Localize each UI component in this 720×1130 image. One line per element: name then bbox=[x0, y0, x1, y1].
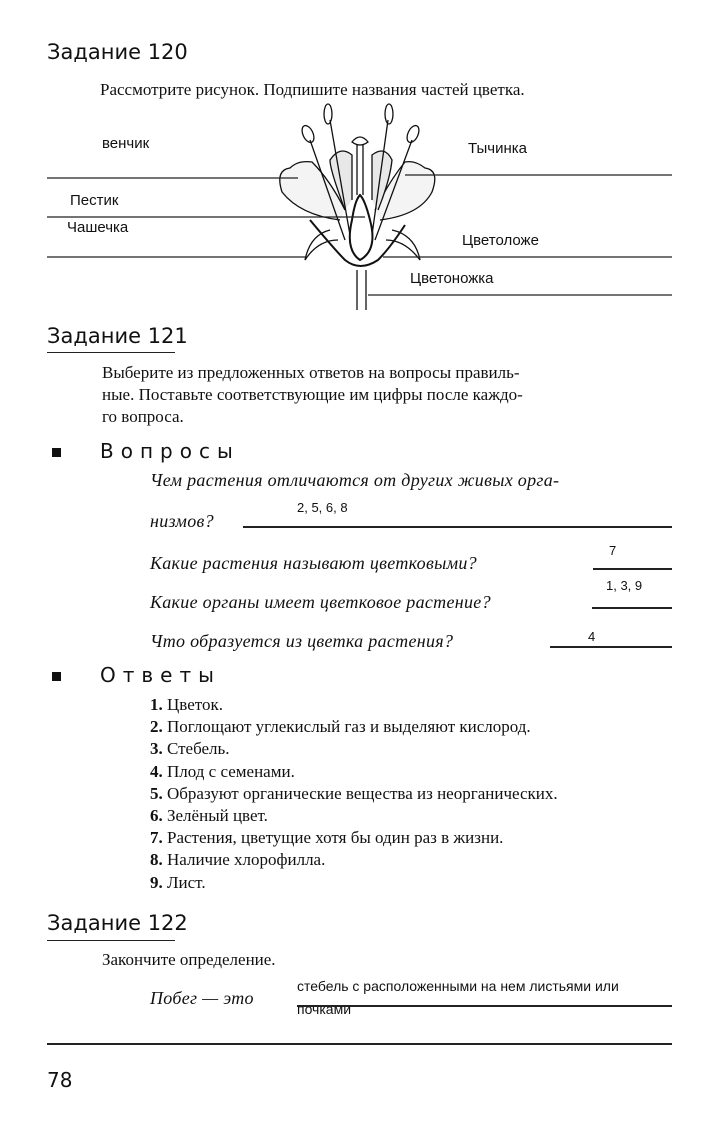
label-pedicel: Цветоножка bbox=[410, 270, 494, 287]
answer-line bbox=[297, 1005, 672, 1007]
question-2-answer[interactable]: 7 bbox=[609, 543, 617, 558]
definition-prompt: Побег — это bbox=[150, 988, 254, 1008]
answer-line bbox=[243, 526, 672, 528]
question-1-line2: низмов? bbox=[150, 511, 214, 531]
task-120-title: Задание 120 bbox=[47, 40, 188, 64]
answer-line bbox=[47, 1043, 672, 1045]
task-122-instruction: Закончите определение. bbox=[102, 950, 276, 969]
label-stamen: Тычинка bbox=[468, 140, 527, 157]
task-120-instruction: Рассмотрите рисунок. Подпишите названия частей цветка. bbox=[100, 80, 525, 99]
answer-item: 3. Стебель. bbox=[150, 739, 230, 759]
answer-line bbox=[593, 568, 672, 570]
question-4: Что образуется из цветка растения? bbox=[150, 631, 454, 651]
definition-answer-line1[interactable]: стебель с расположенными на нем листьями или bbox=[297, 978, 619, 994]
question-1-answer[interactable]: 2, 5, 6, 8 bbox=[297, 500, 348, 515]
label-calyx: Чашечка bbox=[67, 219, 129, 236]
label-receptacle: Цветоложе bbox=[462, 232, 539, 249]
definition-answer-line2[interactable]: почками bbox=[297, 1001, 352, 1017]
answer-item: 6. Зелёный цвет. bbox=[150, 805, 268, 825]
question-3-answer[interactable]: 1, 3, 9 bbox=[606, 578, 643, 593]
answer-item: 7. Растения, цветущие хотя бы один раз в жизни. bbox=[150, 828, 504, 848]
task-121-title: Задание 121 bbox=[47, 324, 188, 348]
answers-heading: Ответы bbox=[100, 663, 221, 687]
questions-heading: Вопросы bbox=[100, 439, 240, 463]
question-4-answer[interactable]: 4 bbox=[588, 629, 596, 644]
label-corolla: венчик bbox=[102, 135, 150, 152]
answer-item: 2. Поглощают углекислый газ и выделяют кислород. bbox=[150, 717, 531, 737]
task-122-title: Задание 122 bbox=[47, 911, 188, 935]
task-121-instruction-2: ные. Поставьте соответствующие им цифры после каждо- bbox=[102, 385, 523, 404]
answer-line bbox=[592, 607, 672, 609]
task-121-instruction-1: Выберите из предложенных ответов на вопросы правиль- bbox=[102, 363, 520, 382]
answer-line bbox=[550, 646, 672, 648]
title-underline bbox=[47, 352, 175, 353]
label-pistil: Пестик bbox=[70, 192, 119, 209]
task-121-instruction-3: го вопроса. bbox=[102, 407, 184, 426]
question-2: Какие растения называют цветковыми? bbox=[150, 553, 477, 573]
bullet-icon bbox=[52, 672, 61, 681]
answer-item: 4. Плод с семенами. bbox=[150, 761, 295, 781]
page-number: 78 bbox=[47, 1068, 73, 1092]
answer-item: 9. Лист. bbox=[150, 872, 206, 892]
answers-list bbox=[150, 695, 558, 895]
bullet-icon bbox=[52, 448, 61, 457]
question-1-line1: Чем растения отличаются от других живых орга- bbox=[150, 470, 560, 490]
answer-item: 8. Наличие хлорофилла. bbox=[150, 850, 326, 870]
answer-item: 5. Образуют органические вещества из неорганических. bbox=[150, 783, 558, 803]
answer-item: 1. Цветок. bbox=[150, 695, 223, 714]
title-underline bbox=[47, 940, 175, 941]
question-3: Какие органы имеет цветковое растение? bbox=[150, 592, 491, 612]
